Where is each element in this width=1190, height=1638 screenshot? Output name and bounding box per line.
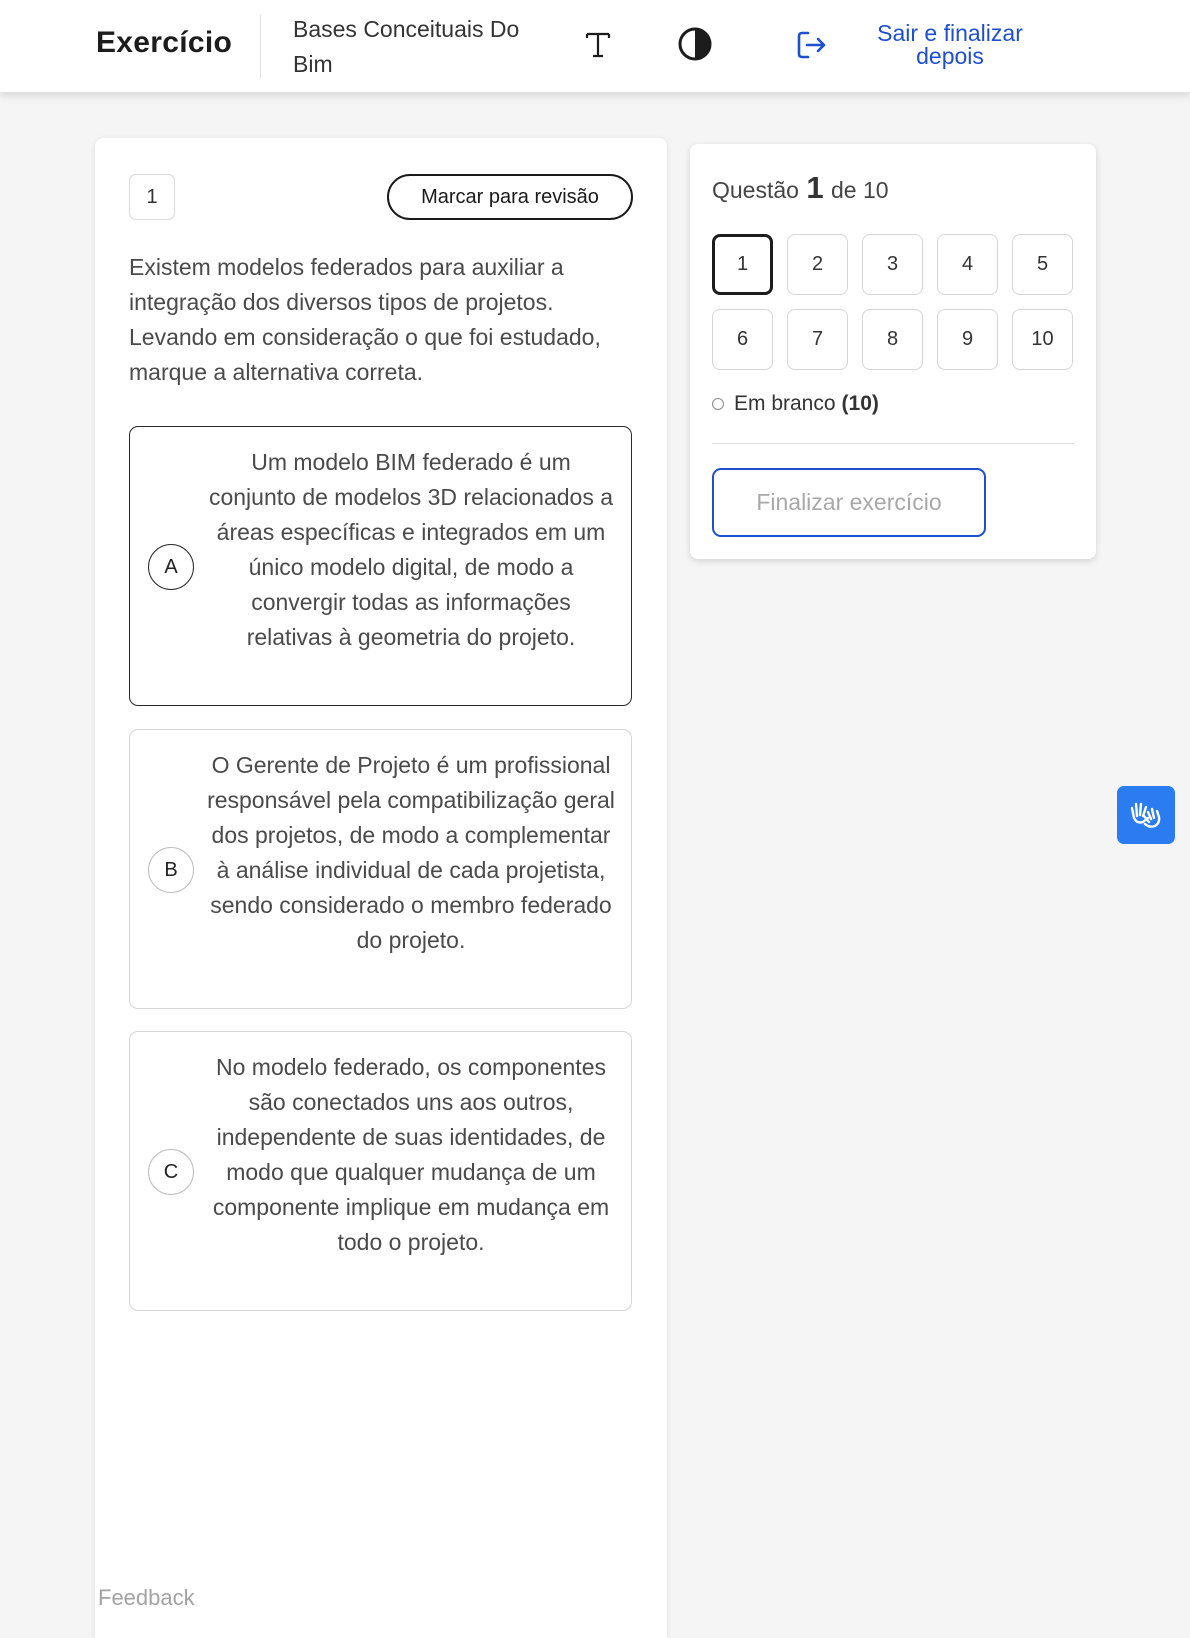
question-nav-button[interactable]: 2	[787, 234, 848, 295]
question-nav-button[interactable]: 5	[1012, 234, 1073, 295]
question-grid	[712, 234, 1073, 370]
course-title: Bases Conceituais Do Bim	[293, 16, 520, 77]
option-c[interactable]	[129, 1031, 632, 1311]
legend-label: Em branco	[734, 392, 836, 415]
question-nav-button[interactable]: 6	[712, 309, 773, 370]
question-card	[95, 138, 667, 1638]
exit-icon[interactable]	[794, 27, 830, 63]
app-title: Exercício	[96, 26, 233, 59]
sign-language-hands-icon	[1127, 796, 1165, 834]
option-b[interactable]	[129, 729, 632, 1009]
current-question-number: 1	[806, 170, 824, 205]
navigator-title-prefix: Questão	[712, 177, 799, 203]
question-nav-button[interactable]: 9	[937, 309, 998, 370]
question-number-badge: 1	[129, 174, 175, 220]
question-nav-button[interactable]: 10	[1012, 309, 1073, 370]
option-letter: A	[148, 544, 194, 590]
feedback-link[interactable]: Feedback	[98, 1585, 195, 1610]
question-nav-button[interactable]: 3	[862, 234, 923, 295]
option-letter: C	[148, 1149, 194, 1195]
option-letter: B	[148, 847, 194, 893]
sign-language-accessibility-button[interactable]	[1117, 786, 1175, 844]
navigator-title-mid: de	[830, 177, 857, 203]
navigator-title	[712, 170, 889, 206]
navigator-divider	[712, 443, 1074, 444]
blank-status-icon	[712, 398, 724, 410]
exit-and-finish-later-link[interactable]: Sair e finalizar depois	[877, 20, 1023, 69]
question-nav-button[interactable]: 8	[862, 309, 923, 370]
top-bar	[0, 0, 1190, 93]
font-size-icon[interactable]	[578, 24, 618, 64]
option-a[interactable]	[129, 426, 632, 706]
contrast-icon[interactable]	[675, 24, 715, 64]
option-text: O Gerente de Projeto é um profissional responsável pela compatibilização geral dos projetos, de modo a complementar à análise individual de cada projetista, sendo considerado o membro federado do projeto.	[207, 752, 615, 953]
blank-legend	[712, 392, 879, 416]
question-nav-button[interactable]: 4	[937, 234, 998, 295]
question-navigator	[690, 144, 1096, 559]
question-text: Existem modelos federados para auxiliar a integração dos diversos tipos de projetos. Levando em consideração o que foi estudado, marque a alternativa correta.	[129, 254, 601, 385]
option-text: Um modelo BIM federado é um conjunto de modelos 3D relacionados a áreas específicas e integrados em um único modelo digital, de modo a convergir todas as informações relativas à geometria do projeto.	[208, 449, 614, 650]
legend-count: (10)	[841, 392, 879, 415]
finish-exercise-button[interactable]: Finalizar exercício	[712, 468, 986, 537]
question-nav-button[interactable]: 1	[712, 234, 773, 295]
mark-for-review-button[interactable]: Marcar para revisão	[387, 174, 633, 220]
header-divider	[260, 15, 261, 78]
option-text: No modelo federado, os componentes são conectados uns aos outros, independente de suas identidades, de modo que qualquer mudança de um componente implique em mudança em todo o projeto.	[212, 1054, 610, 1255]
total-questions: 10	[862, 177, 889, 203]
question-nav-button[interactable]: 7	[787, 309, 848, 370]
